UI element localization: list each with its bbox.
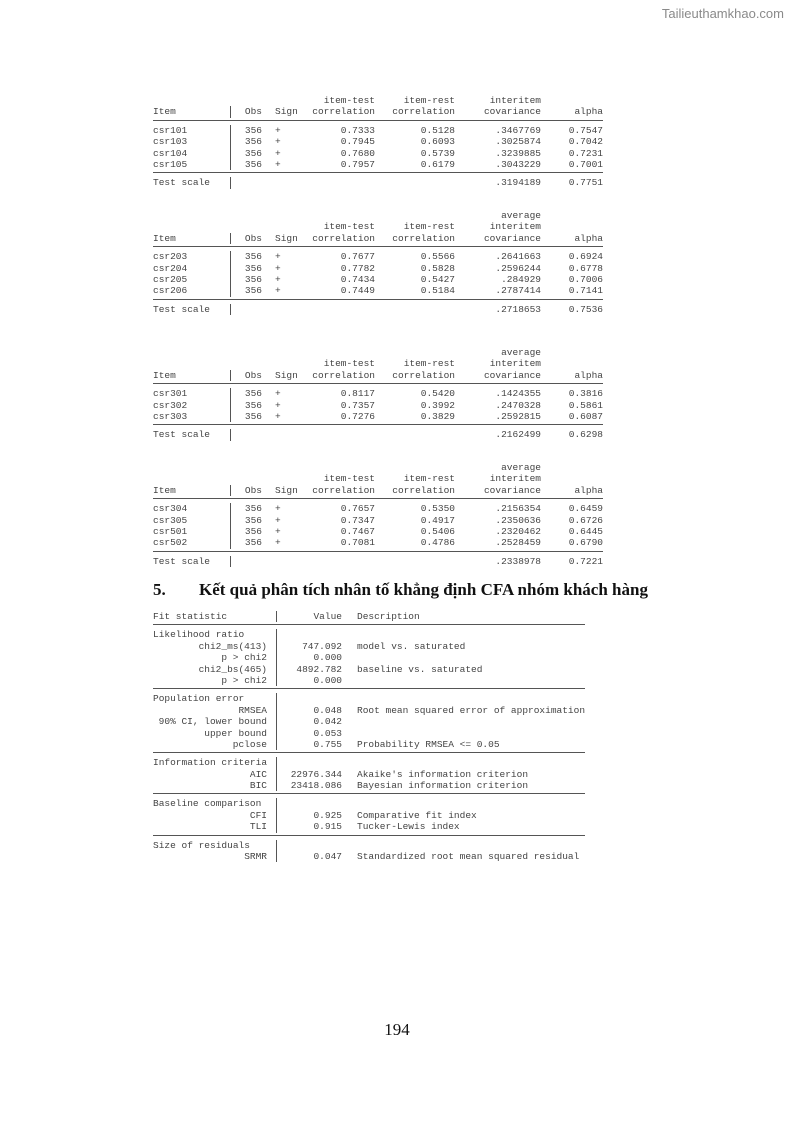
item-test-correlation-cell: 0.7657 (340, 503, 375, 515)
item-cell: csr502 (153, 537, 188, 549)
table-row (153, 136, 603, 147)
divider (153, 246, 603, 247)
item-test-correlation-cell: 0.7347 (340, 514, 375, 526)
header-obs: Obs (244, 369, 262, 381)
fit-group (153, 840, 585, 863)
sign-cell: + (275, 273, 281, 285)
statistic-description: Root mean squared error of approximation (357, 704, 586, 716)
sign-cell: + (275, 147, 281, 159)
header-row (153, 485, 603, 496)
item-rest-correlation-cell: 0.5828 (420, 262, 455, 274)
header-sign: Sign (275, 106, 298, 118)
sign-cell: + (275, 124, 281, 136)
item-rest-correlation-cell: 0.3992 (420, 399, 455, 411)
table-row (153, 515, 603, 526)
header-item-rest-correlation: correlation (392, 484, 455, 496)
table-row (153, 652, 585, 663)
table-row (153, 728, 585, 739)
interitem-covariance-cell: .2592815 (495, 410, 541, 422)
item-rest-correlation-cell: 0.6179 (420, 158, 455, 170)
header-row (153, 233, 603, 244)
header-obs: Obs (244, 232, 262, 244)
header-item-test-correlation: item-test (323, 95, 375, 106)
statistic-value: 0.915 (313, 821, 342, 833)
header-item: Item (153, 484, 176, 496)
item-cell: csr301 (153, 388, 188, 400)
table-row (153, 285, 603, 296)
interitem-covariance-cell: .2787414 (495, 285, 541, 297)
item-cell: csr205 (153, 273, 188, 285)
statistic-value: 23418.086 (290, 780, 342, 792)
table-row (153, 148, 603, 159)
item-rest-correlation-cell: 0.4786 (420, 537, 455, 549)
sign-cell: + (275, 262, 281, 274)
group-title-row (153, 798, 585, 809)
sign-cell: + (275, 158, 281, 170)
statistic-description: Standardized root mean squared residual (357, 851, 580, 863)
obs-cell: 356 (244, 147, 262, 159)
header-item: Item (153, 369, 176, 381)
sign-cell: + (275, 537, 281, 549)
item-cell: csr103 (153, 136, 188, 148)
statistic-value: 22976.344 (290, 768, 342, 780)
column-separator (230, 556, 231, 567)
item-test-correlation-cell: 0.7677 (340, 251, 375, 263)
item-test-correlation-cell: 0.7333 (340, 124, 375, 136)
alpha-cell: 0.6726 (568, 514, 603, 526)
item-rest-correlation-cell: 0.5420 (420, 388, 455, 400)
fit-statistics-table (153, 611, 585, 862)
item-cell: csr206 (153, 285, 188, 297)
item-test-correlation-cell: 0.7276 (340, 410, 375, 422)
alpha-cell: 0.7042 (568, 136, 603, 148)
header-item-rest-correlation: correlation (392, 106, 455, 118)
alpha-cell: 0.7141 (568, 285, 603, 297)
divider (153, 299, 603, 300)
item-test-correlation-cell: 0.7945 (340, 136, 375, 148)
table-row (153, 537, 603, 548)
alpha-cell: 0.6459 (568, 503, 603, 515)
statistic-value: 0.000 (313, 674, 342, 686)
test-scale-row (153, 429, 603, 440)
item-rest-correlation-cell: 0.5128 (420, 124, 455, 136)
table-row (153, 851, 585, 862)
column-separator (230, 106, 231, 117)
obs-cell: 356 (244, 251, 262, 263)
test-scale-alpha: 0.7536 (568, 303, 603, 315)
test-scale-covariance: .2338978 (495, 555, 541, 567)
header-item: Item (153, 232, 176, 244)
test-scale-label: Test scale (153, 177, 211, 189)
item-cell: csr104 (153, 147, 188, 159)
sign-cell: + (275, 399, 281, 411)
obs-cell: 356 (244, 410, 262, 422)
column-separator (276, 757, 277, 791)
group-title-row (153, 757, 585, 768)
item-cell: csr203 (153, 251, 188, 263)
header-item-rest-correlation: item-rest (403, 473, 455, 485)
alpha-cell: 0.6087 (568, 410, 603, 422)
obs-cell: 356 (244, 136, 262, 148)
statistic-value: 747.092 (302, 640, 342, 652)
statistic-value: 0.048 (313, 704, 342, 716)
obs-cell: 356 (244, 262, 262, 274)
column-separator (230, 233, 231, 244)
statistic-label: CFI (249, 809, 267, 821)
table-row (153, 411, 603, 422)
test-scale-alpha: 0.6298 (568, 429, 603, 441)
divider (153, 835, 585, 836)
sign-cell: + (275, 410, 281, 422)
interitem-covariance-cell: .3467769 (495, 124, 541, 136)
interitem-covariance-cell: .2641663 (495, 251, 541, 263)
statistic-description: Probability RMSEA <= 0.05 (357, 738, 500, 750)
alpha-cell: 0.7001 (568, 158, 603, 170)
test-scale-alpha: 0.7221 (568, 555, 603, 567)
item-rest-correlation-cell: 0.5427 (420, 273, 455, 285)
header-sign: Sign (275, 232, 298, 244)
divider (153, 793, 585, 794)
header-interitem-covariance: average (501, 462, 541, 473)
item-test-correlation-cell: 0.7081 (340, 537, 375, 549)
column-separator (230, 177, 231, 188)
divider (153, 424, 603, 425)
item-test-correlation-cell: 0.8117 (340, 388, 375, 400)
column-separator (276, 840, 277, 863)
header-row (153, 95, 603, 106)
item-cell: csr105 (153, 158, 188, 170)
column-separator (276, 611, 277, 622)
group-title: Population error (153, 693, 245, 705)
interitem-covariance-cell: .3239885 (495, 147, 541, 159)
obs-cell: 356 (244, 503, 262, 515)
item-test-correlation-cell: 0.7467 (340, 525, 375, 537)
item-test-correlation-cell: 0.7680 (340, 147, 375, 159)
divider (153, 120, 603, 121)
sign-cell: + (275, 251, 281, 263)
test-scale-covariance: .3194189 (495, 177, 541, 189)
header-item-rest-correlation: item-rest (403, 221, 455, 233)
obs-cell: 356 (244, 537, 262, 549)
obs-cell: 356 (244, 124, 262, 136)
statistic-description: Comparative fit index (357, 809, 477, 821)
item-rest-correlation-cell: 0.5566 (420, 251, 455, 263)
divider (153, 752, 585, 753)
header-row (153, 358, 603, 369)
table-row (153, 769, 585, 780)
item-rest-correlation-cell: 0.5350 (420, 503, 455, 515)
header-interitem-covariance: average (501, 210, 541, 221)
interitem-covariance-cell: .2350636 (495, 514, 541, 526)
statistic-label: chi2_bs(465) (198, 663, 267, 675)
header-row (153, 611, 585, 622)
item-rest-correlation-cell: 0.4917 (420, 514, 455, 526)
statistic-description: Bayesian information criterion (357, 780, 529, 792)
column-separator (230, 485, 231, 496)
test-scale-label: Test scale (153, 429, 211, 441)
alpha-cell: 0.6445 (568, 525, 603, 537)
item-cell: csr302 (153, 399, 188, 411)
statistic-label: chi2_ms(413) (198, 640, 267, 652)
header-item-test-correlation: item-test (323, 358, 375, 370)
test-scale-row (153, 556, 603, 567)
alpha-table (153, 95, 603, 189)
sign-cell: + (275, 388, 281, 400)
column-separator (230, 388, 231, 422)
alpha-cell: 0.3816 (568, 388, 603, 400)
column-separator (230, 251, 231, 297)
test-scale-covariance: .2718653 (495, 303, 541, 315)
table-row (153, 705, 585, 716)
sign-cell: + (275, 514, 281, 526)
item-test-correlation-cell: 0.7357 (340, 399, 375, 411)
column-separator (230, 370, 231, 381)
header-item-rest-correlation: item-rest (403, 95, 455, 106)
header-interitem-covariance: average (501, 347, 541, 358)
item-cell: csr501 (153, 525, 188, 537)
header-interitem-covariance: interitem (489, 473, 541, 485)
header-item-rest-correlation: correlation (392, 232, 455, 244)
table-row (153, 780, 585, 791)
obs-cell: 356 (244, 399, 262, 411)
table-row (153, 675, 585, 686)
column-separator (276, 693, 277, 750)
header-obs: Obs (244, 484, 262, 496)
statistic-label: BIC (249, 780, 267, 792)
table-row (153, 274, 603, 285)
column-separator (276, 629, 277, 686)
divider (153, 383, 603, 384)
interitem-covariance-cell: .3025874 (495, 136, 541, 148)
table-row (153, 716, 585, 727)
section-heading (153, 580, 648, 600)
header-interitem-covariance: covariance (483, 232, 541, 244)
divider (153, 498, 603, 499)
header-interitem-covariance: covariance (483, 106, 541, 118)
header-sign: Sign (275, 484, 298, 496)
column-separator (230, 125, 231, 171)
obs-cell: 356 (244, 158, 262, 170)
group-title: Size of residuals (153, 839, 250, 851)
test-scale-covariance: .2162499 (495, 429, 541, 441)
header-alpha: alpha (574, 484, 603, 496)
statistic-label: SRMR (244, 851, 267, 863)
divider (153, 551, 603, 552)
section-title: Kết quả phân tích nhân tố khẳng định CFA nhóm khách hàng (199, 580, 648, 599)
header-value: Value (313, 611, 342, 622)
obs-cell: 356 (244, 273, 262, 285)
table-row (153, 641, 585, 652)
header-row (153, 221, 603, 232)
item-rest-correlation-cell: 0.5739 (420, 147, 455, 159)
table-row (153, 503, 603, 514)
alpha-table (153, 462, 603, 567)
header-item-rest-correlation: correlation (392, 369, 455, 381)
alpha-cell: 0.6790 (568, 537, 603, 549)
header-alpha: alpha (574, 106, 603, 118)
column-separator (230, 503, 231, 549)
header-interitem-covariance: covariance (483, 484, 541, 496)
test-scale-row (153, 177, 603, 188)
statistic-label: RMSEA (238, 704, 267, 716)
alpha-cell: 0.7547 (568, 124, 603, 136)
item-cell: csr303 (153, 410, 188, 422)
header-item-test-correlation: correlation (312, 232, 375, 244)
interitem-covariance-cell: .1424355 (495, 388, 541, 400)
table-row (153, 810, 585, 821)
obs-cell: 356 (244, 514, 262, 526)
header-description: Description (357, 611, 420, 622)
statistic-value: 0.925 (313, 809, 342, 821)
fit-group (153, 629, 585, 686)
item-cell: csr305 (153, 514, 188, 526)
statistic-label: p > chi2 (221, 652, 267, 664)
fit-group (153, 798, 585, 832)
test-scale-alpha: 0.7751 (568, 177, 603, 189)
fit-group (153, 693, 585, 750)
column-separator (276, 798, 277, 832)
alpha-cell: 0.6924 (568, 251, 603, 263)
header-fit-statistic: Fit statistic (153, 611, 228, 622)
statistic-value: 0.047 (313, 851, 342, 863)
divider (153, 172, 603, 173)
statistic-label: 90% CI, lower bound (158, 716, 267, 728)
item-cell: csr204 (153, 262, 188, 274)
interitem-covariance-cell: .3043229 (495, 158, 541, 170)
table-row (153, 821, 585, 832)
group-title: Information criteria (153, 757, 268, 769)
item-cell: csr101 (153, 124, 188, 136)
header-row (153, 347, 603, 358)
item-test-correlation-cell: 0.7434 (340, 273, 375, 285)
alpha-cell: 0.5861 (568, 399, 603, 411)
test-scale-label: Test scale (153, 555, 211, 567)
interitem-covariance-cell: .2528459 (495, 537, 541, 549)
table-row (153, 739, 585, 750)
alpha-cell: 0.7006 (568, 273, 603, 285)
header-item-test-correlation: item-test (323, 221, 375, 233)
statistic-label: TLI (249, 821, 267, 833)
table-row (153, 125, 603, 136)
fit-group (153, 757, 585, 791)
header-alpha: alpha (574, 232, 603, 244)
header-item: Item (153, 106, 176, 118)
statistic-label: AIC (249, 768, 267, 780)
table-row (153, 159, 603, 170)
table-row (153, 664, 585, 675)
column-separator (230, 429, 231, 440)
test-scale-label: Test scale (153, 303, 211, 315)
sign-cell: + (275, 285, 281, 297)
header-item-test-correlation: correlation (312, 369, 375, 381)
header-interitem-covariance: covariance (483, 369, 541, 381)
interitem-covariance-cell: .284929 (501, 273, 541, 285)
group-title-row (153, 840, 585, 851)
interitem-covariance-cell: .2320462 (495, 525, 541, 537)
item-cell: csr304 (153, 503, 188, 515)
page-number: 194 (384, 1020, 410, 1039)
statistic-value: 4892.782 (296, 663, 342, 675)
item-rest-correlation-cell: 0.6093 (420, 136, 455, 148)
header-interitem-covariance: interitem (489, 358, 541, 370)
header-row (153, 106, 603, 117)
table-row (153, 400, 603, 411)
watermark: Tailieuthamkhao.com (661, 6, 784, 21)
statistic-value: 0.042 (313, 716, 342, 728)
header-row (153, 210, 603, 221)
statistic-description: baseline vs. saturated (357, 663, 483, 675)
header-sign: Sign (275, 369, 298, 381)
group-title: Baseline comparison (153, 798, 262, 810)
obs-cell: 356 (244, 525, 262, 537)
table-row (153, 388, 603, 399)
divider (153, 624, 585, 625)
interitem-covariance-cell: .2596244 (495, 262, 541, 274)
test-scale-row (153, 304, 603, 315)
sign-cell: + (275, 503, 281, 515)
statistic-value: 0.000 (313, 652, 342, 664)
header-interitem-covariance: interitem (489, 221, 541, 233)
header-interitem-covariance: interitem (489, 95, 541, 106)
item-test-correlation-cell: 0.7449 (340, 285, 375, 297)
item-rest-correlation-cell: 0.5184 (420, 285, 455, 297)
statistic-value: 0.755 (313, 738, 342, 750)
header-obs: Obs (244, 106, 262, 118)
section-number: 5. (153, 580, 166, 599)
group-title-row (153, 693, 585, 704)
sign-cell: + (275, 136, 281, 148)
header-item-test-correlation: correlation (312, 484, 375, 496)
obs-cell: 356 (244, 388, 262, 400)
table-row (153, 526, 603, 537)
header-row (153, 473, 603, 484)
alpha-cell: 0.6778 (568, 262, 603, 274)
group-title-row (153, 629, 585, 640)
item-test-correlation-cell: 0.7957 (340, 158, 375, 170)
header-row (153, 370, 603, 381)
sign-cell: + (275, 525, 281, 537)
item-test-correlation-cell: 0.7782 (340, 262, 375, 274)
interitem-covariance-cell: .2470328 (495, 399, 541, 411)
group-title: Likelihood ratio (153, 629, 245, 641)
statistic-description: Tucker-Lewis index (357, 821, 460, 833)
alpha-table (153, 210, 603, 315)
item-rest-correlation-cell: 0.5406 (420, 525, 455, 537)
header-alpha: alpha (574, 369, 603, 381)
alpha-cell: 0.7231 (568, 147, 603, 159)
header-item-rest-correlation: item-rest (403, 358, 455, 370)
interitem-covariance-cell: .2156354 (495, 503, 541, 515)
alpha-table (153, 347, 603, 441)
statistic-label: p > chi2 (221, 674, 267, 686)
statistic-label: pclose (232, 738, 267, 750)
statistic-description: model vs. saturated (357, 640, 466, 652)
statistic-description: Akaike's information criterion (357, 768, 529, 780)
table-row (153, 251, 603, 262)
obs-cell: 356 (244, 285, 262, 297)
header-item-test-correlation: item-test (323, 473, 375, 485)
header-item-test-correlation: correlation (312, 106, 375, 118)
statistic-value: 0.053 (313, 727, 342, 739)
header-row (153, 462, 603, 473)
divider (153, 688, 585, 689)
statistic-label: upper bound (204, 727, 267, 739)
column-separator (230, 304, 231, 315)
item-rest-correlation-cell: 0.3829 (420, 410, 455, 422)
table-row (153, 263, 603, 274)
